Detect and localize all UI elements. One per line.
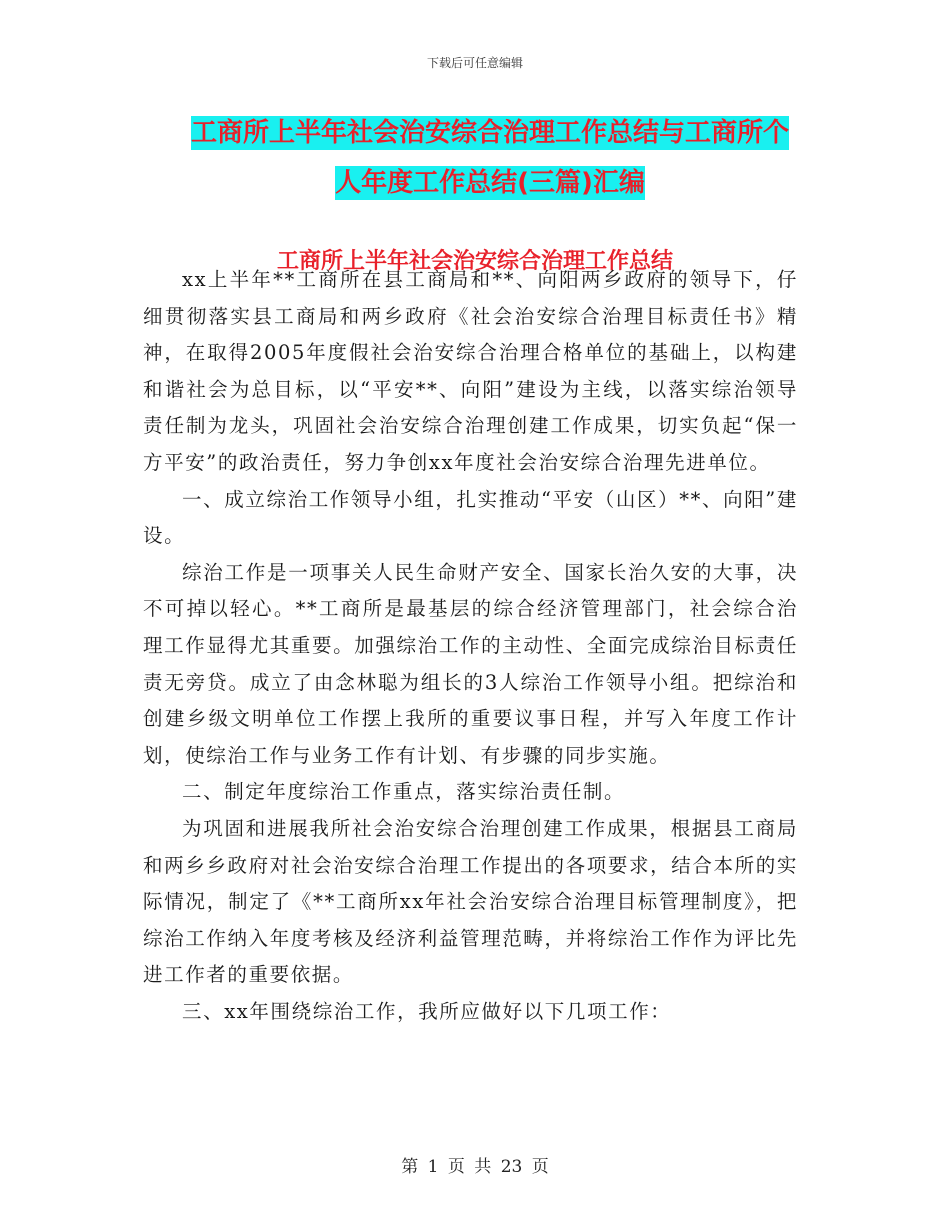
paragraph: 一、成立综治工作领导小组，扎实推动“平安（山区）**、向阳”建设。 [143,487,798,548]
document-title [150,108,830,208]
document-title-line-1: 工商所上半年社会治安综合治理工作总结与工商所个 [190,118,789,148]
document-body [143,262,798,1030]
document-title-line-2: 人年度工作总结(三篇)汇编 [335,168,645,198]
paragraph: 为巩固和进展我所社会治安综合治理创建工作成果，根据县工商局和两乡乡政府对社会治安综合治理工作提出的各项要求，结合本所的实际情况，制定了《**工商所xx年社会治安综合治理目标管理制度》，把综治工作纳入年度考核及经济利益管理范畴，并将综治工作作为评比先进工作者的重要依据。 [143,816,798,987]
paragraph: 二、制定年度综治工作重点，落实综治责任制。 [182,780,626,804]
paragraph: xx上半年**工商所在县工商局和**、向阳两乡政府的领导下，仔细贯彻落实县工商局和两乡政府《社会治安综合治理目标责任书》精神，在取得2005年度假社会治安综合治理合格单位的基础上，以构建和谐社会为总目标，以“平安**、向阳”建设为主线，以落实综治领导责任制为龙头，巩固社会治安综合治理创建工作成果，切实负起“保一方平安”的政治责任，努力争创xx年度社会治安综合治理先进单位。 [143,268,798,474]
page-header-note: 下载后可任意编辑 [426,56,523,70]
paragraph: 综治工作是一项事关人民生命财产安全、国家长治久安的大事，决不可掉以轻心。**工商所是最基层的综合经济管理部门，社会综合治理工作显得尤其重要。加强综治工作的主动性、全面完成综治目标责任责无旁贷。成立了由念林聪为组长的3人综治工作领导小组。把综治和创建乡级文明单位工作摆上我所的重要议事日程，并写入年度工作计划，使综治工作与业务工作有计划、有步骤的同步实施。 [143,560,798,767]
section-title: 工商所上半年社会治安综合治理工作总结 [276,249,673,274]
page-footer: 第 1 页 共 23 页 [401,1157,549,1177]
paragraph: 三、xx年围绕综治工作，我所应做好以下几项工作： [182,999,672,1023]
